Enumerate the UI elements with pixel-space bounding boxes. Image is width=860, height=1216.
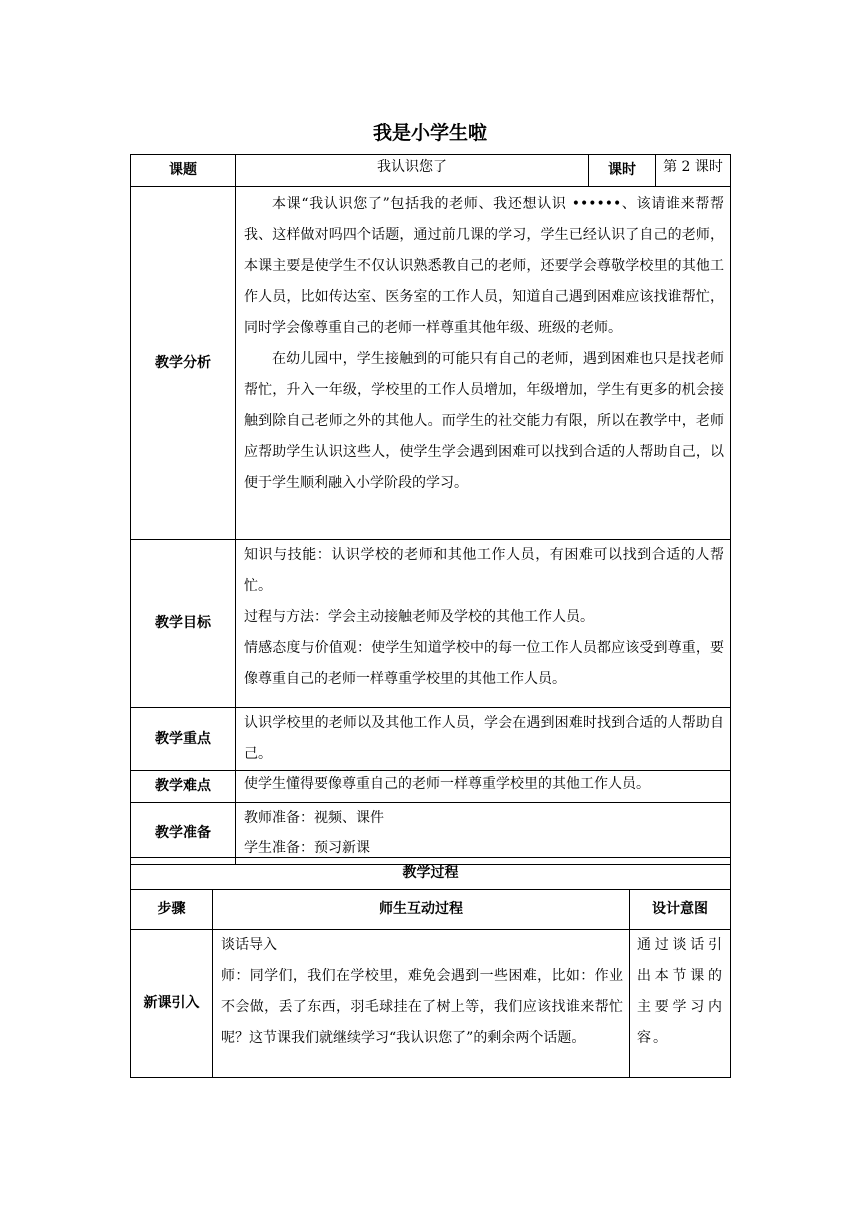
interaction-dialogue: 师：同学们，我们在学校里，难免会遇到一些困难，比如：作业不会做，丢了东西，羽毛球挂在了树上等，我们应该找谁来帮忙呢？这节课我们就继续学习“我认识您了”的剩余两个话题。 — [221, 968, 623, 1046]
period-value: 第 2 课时 — [656, 155, 731, 187]
goal-knowledge: 知识与技能：认识学校的老师和其他工作人员，有困难可以找到合适的人帮忙。 — [244, 547, 724, 594]
analysis-paragraph-2: 在幼儿园中，学生接触到的可能只有自己的老师，遇到困难也只是找老师帮忙，升入一年级，学校里的工作人员增加，年级增加，学生有更多的机会接触到除自己老师之外的其他人。而学生的社交能力有限，所以在教学中，老师应帮助学生认识这些人，使学生学会遇到困难可以找到合适的人帮助自己，以便于学生顺利融入小学阶段的学习。 — [244, 351, 724, 491]
column-header-intent: 设计意图 — [630, 890, 731, 930]
teaching-process-table — [130, 857, 731, 1078]
step-name: 新课引入 — [131, 930, 213, 1078]
period-label: 课时 — [589, 155, 656, 187]
table-row — [131, 930, 731, 1078]
interaction-heading: 谈话导入 — [221, 937, 277, 953]
column-header-interaction: 师生互动过程 — [213, 890, 630, 930]
analysis-paragraph-1: 本课“我认识您了”包括我的老师、我还想认识 ••••••、该请谁来帮帮我、这样做对吗四个话题，通过前几课的学习，学生已经认识了自己的老师，本课主要是使学生不仅认识熟悉教自己的老师，还要学会尊敬学校里的其他工作人员，比如传达室、医务室的工作人员，知道自己遇到困难应该找谁帮忙，同时学会像尊重自己的老师一样尊重其他年级、班级的老师。 — [244, 196, 724, 336]
difficulties-text: 使学生懂得要像尊重自己的老师一样尊重学校里的其他工作人员。 — [236, 771, 731, 803]
process-header: 教学过程 — [131, 858, 731, 890]
analysis-label: 教学分析 — [131, 187, 236, 540]
analysis-content — [236, 187, 731, 540]
teacher-preparation: 教师准备：视频、课件 — [244, 810, 384, 826]
key-points-text: 认识学校里的老师以及其他工作人员，学会在遇到困难时找到合适的人帮助自己。 — [236, 708, 731, 771]
topic-value: 我认识您了 — [236, 155, 589, 187]
interaction-content — [213, 930, 630, 1078]
column-header-step: 步骤 — [131, 890, 213, 930]
document-title: 我是小学生啦 — [372, 122, 487, 144]
preparation-label: 教学准备 — [131, 803, 236, 865]
goal-emotion: 情感态度与价值观：使学生知道学校中的每一位工作人员都应该受到尊重，要像尊重自己的老师一样尊重学校里的其他工作人员。 — [244, 640, 724, 687]
design-intent: 通过谈话引出本节课的主要学习内容。 — [630, 930, 731, 1078]
lesson-info-table — [130, 154, 731, 865]
goal-process: 过程与方法：学会主动接触老师及学校的其他工作人员。 — [244, 609, 594, 625]
student-preparation: 学生准备：预习新课 — [244, 840, 370, 856]
topic-label: 课题 — [131, 155, 236, 187]
goals-content — [236, 540, 731, 708]
difficulties-label: 教学难点 — [131, 771, 236, 803]
key-points-label: 教学重点 — [131, 708, 236, 771]
goals-label: 教学目标 — [131, 540, 236, 708]
preparation-content — [236, 803, 731, 865]
